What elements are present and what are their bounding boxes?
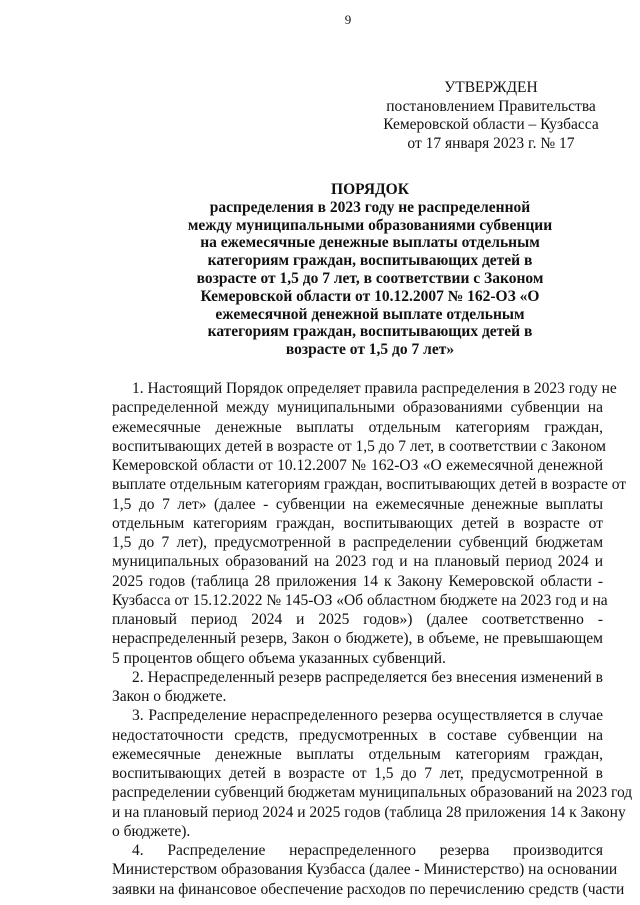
- paragraph-line: 2. Нераспределенный резерв распределяется без внесения изменений в: [132, 668, 603, 686]
- paragraph: [112, 379, 627, 668]
- page-number: 9: [344, 12, 352, 27]
- paragraph-line: 1. Настоящий Порядок определяет правила распределения в 2023 году не: [132, 380, 617, 397]
- paragraph-line: 1,5 до 7 лет» (далее - субвенции на ежемесячные денежные выплаты: [112, 495, 603, 513]
- title-line: возрасте от 1,5 до 7 лет»: [285, 341, 455, 359]
- title-line: между муниципальными образованиями субвенции: [187, 216, 553, 234]
- paragraph-line: Кемеровской области от 10.12.2007 № 162-ОЗ «О ежемесячной денежной: [112, 457, 603, 474]
- paragraph-line: плановый период 2024 и 2025 годов») (далее соответственно -: [112, 611, 603, 628]
- paragraph-line: 2025 годов (таблица 28 приложения 14 к Закону Кемеровской области -: [112, 572, 603, 590]
- title-line: категориям граждан, воспитывающих детей в: [207, 323, 533, 341]
- paragraph-line: распределенной между муниципальными образованиями субвенции на: [112, 399, 603, 417]
- paragraph-line: выплате отдельным категориям граждан, воспитывающих детей в возрасте от: [112, 476, 627, 494]
- title-line: категориям граждан, воспитывающих детей в: [207, 252, 533, 270]
- paragraph-line: Закон о бюджете.: [112, 688, 227, 705]
- approval-line: от 17 января 2023 г. № 17: [407, 134, 575, 152]
- title-line: ПОРЯДОК: [331, 181, 409, 198]
- paragraph-line: воспитывающих детей в возрасте от 1,5 до 7 лет, в соответствии с Законом: [112, 437, 606, 455]
- title-line: Кемеровской области от 10.12.2007 № 162-ОЗ «О: [200, 287, 540, 305]
- title-line: ежемесячной денежной выплате отдельным: [215, 305, 525, 323]
- paragraph-line: нераспределенный резерв, Закон о бюджете), в объеме, не превышающем: [112, 630, 603, 648]
- paragraph-line: и на плановый период 2024 и 2025 годов (таблица 28 приложения 14 к Закону: [112, 803, 626, 821]
- document-body: [112, 379, 633, 899]
- paragraph: [112, 841, 625, 899]
- document-title: [130, 181, 610, 359]
- paragraph-line: 3. Распределение нераспределенного резерва осуществляется в случае: [132, 707, 603, 725]
- title-line: на ежемесячные денежные выплаты отдельным: [200, 234, 540, 252]
- paragraph: [112, 706, 633, 841]
- approval-line: Кемеровской области – Кузбасса: [383, 116, 599, 134]
- title-line: распределения в 2023 году не распределенной: [209, 198, 531, 216]
- paragraph-line: 5 процентов общего объема указанных субвенций.: [112, 649, 446, 667]
- paragraph-line: Кузбасса от 15.12.2022 № 145-ОЗ «Об областном бюджете на 2023 год и на: [112, 591, 608, 609]
- paragraph-line: распределении субвенций бюджетам муниципальных образований на 2023 год: [112, 784, 633, 802]
- paragraph-line: воспитывающих детей в возрасте от 1,5 до 7 лет, предусмотренной в: [112, 765, 603, 782]
- paragraph-line: недостаточности средств, предусмотренных в составе субвенции на: [112, 726, 603, 744]
- paragraph-line: о бюджете).: [112, 822, 191, 840]
- paragraph-line: 1,5 до 7 лет), предусмотренной в распределении субвенций бюджетам: [112, 534, 603, 551]
- paragraph-line: отдельным категориям граждан, воспитывающих детей в возрасте от: [112, 514, 603, 532]
- paragraph-line: муниципальных образований на 2023 год и на плановый период 2024 и: [112, 553, 603, 571]
- paragraph: [112, 668, 603, 707]
- paragraph-line: Министерством образования Кузбасса (далее - Министерство) на основании: [112, 861, 618, 879]
- paragraph-line: 4. Распределение нераспределенного резерва производится: [132, 842, 603, 859]
- approval-line: УТВЕРЖДЕН: [444, 79, 538, 96]
- paragraph-line: ежемесячные денежные выплаты отдельным категориям граждан,: [112, 745, 603, 763]
- approval-block: [376, 79, 606, 153]
- approval-line: постановлением Правительства: [386, 97, 596, 115]
- paragraph-line: ежемесячные денежные выплаты отдельным категориям граждан,: [112, 418, 603, 436]
- paragraph-line: заявки на финансовое обеспечение расходов по перечислению средств (части: [112, 880, 625, 898]
- title-line: возрасте от 1,5 до 7 лет, в соответствии с Законом: [196, 269, 544, 287]
